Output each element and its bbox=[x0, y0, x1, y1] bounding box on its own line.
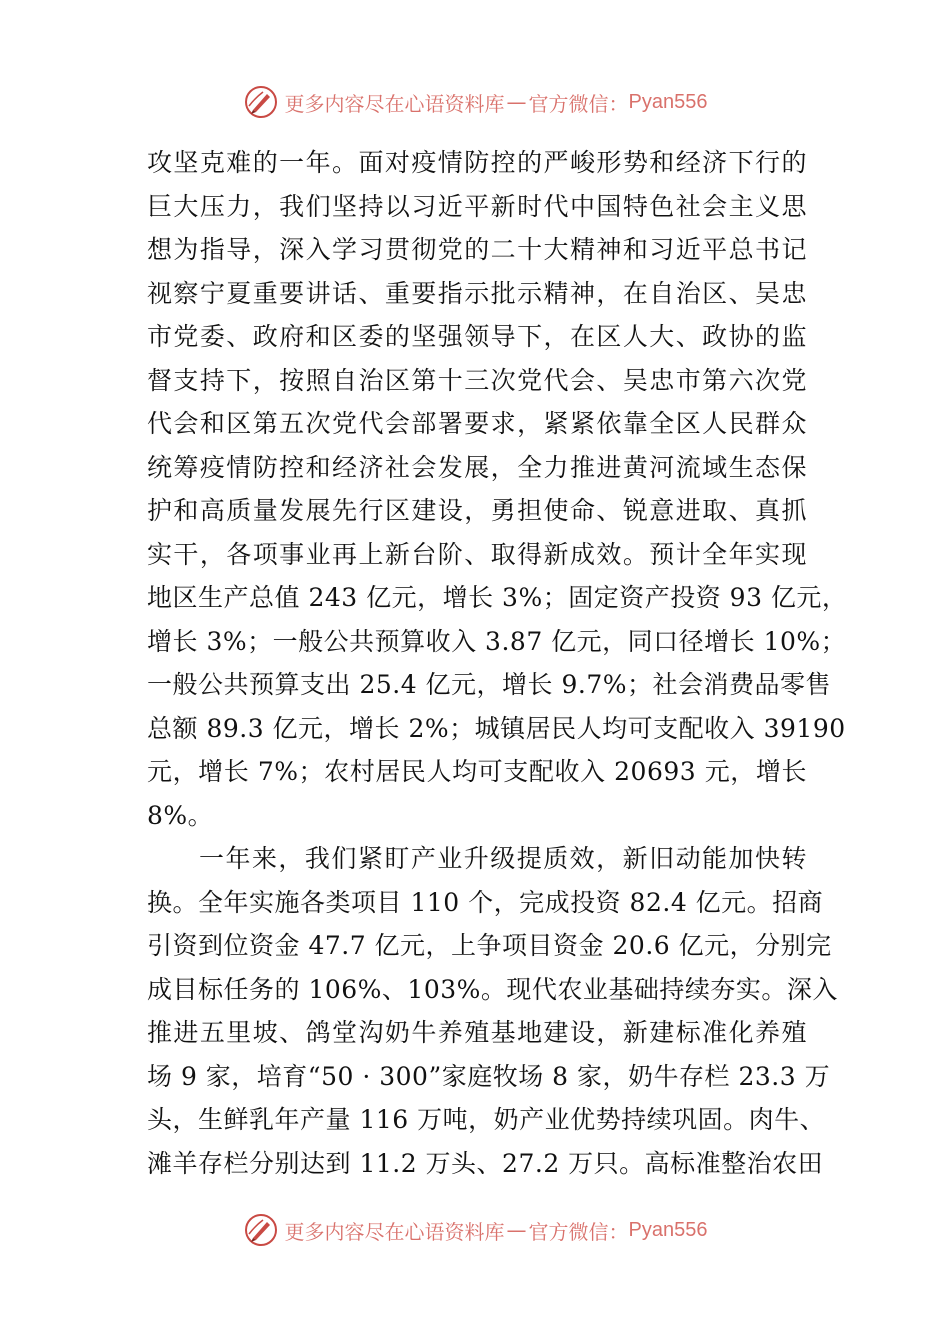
watermark-contact-id: Pyan556 bbox=[628, 90, 708, 113]
watermark-text: 更多内容尽在心语资料库 bbox=[284, 91, 505, 116]
text-line: 督支持下，按照自治区第十三次党代会、吴忠市第六次党 bbox=[147, 365, 807, 395]
text-line: 实干，各项事业再上新台阶、取得新成效。预计全年实现 bbox=[147, 539, 807, 569]
text-line: 元，增长 7%；农村居民人均可支配收入 20693 元，增长 bbox=[147, 757, 807, 786]
watermark-contact-label: 官方微信： bbox=[528, 91, 629, 116]
text-line: 总额 89.3 亿元，增长 2%；城镇居民人均可支配收入 39190 bbox=[147, 713, 846, 743]
text-line: 增长 3%；一般公共预算收入 3.87 亿元，同口径增长 10%； bbox=[147, 626, 847, 656]
watermark-contact-label: 官方微信： bbox=[528, 1219, 629, 1244]
text-line: 地区生产总值 243 亿元，增长 3%；固定资产投资 93 亿元， bbox=[147, 583, 848, 612]
paragraph-1 bbox=[147, 141, 848, 837]
text-line: 一年来，我们紧盯产业升级提质效，新旧动能加快转 bbox=[199, 844, 807, 873]
text-line: 攻坚克难的一年。面对疫情防控的严峻形势和经济下行的 bbox=[147, 148, 807, 177]
text-line: 巨大压力，我们坚持以习近平新时代中国特色社会主义思 bbox=[147, 191, 807, 221]
text-line: 换。全年实施各类项目 110 个，完成投资 82.4 亿元。招商 bbox=[147, 887, 824, 917]
document-body bbox=[147, 141, 848, 1185]
watermark-header bbox=[0, 82, 950, 122]
text-line: 成目标任务的 106%、103%。现代农业基础持续夯实。深入 bbox=[147, 974, 838, 1004]
pen-logo-icon bbox=[243, 1212, 279, 1248]
text-line: 场 9 家，培育“50 · 300”家庭牧场 8 家，奶牛存栏 23.3 万 bbox=[147, 1061, 831, 1091]
text-line: 想为指导，深入学习贯彻党的二十大精神和习近平总书记 bbox=[147, 235, 807, 264]
text-line: 引资到位资金 47.7 亿元，上争项目资金 20.6 亿元，分别完 bbox=[147, 931, 832, 960]
text-line: 推进五里坡、鸽堂沟奶牛养殖基地建设，新建标准化养殖 bbox=[147, 1018, 807, 1047]
watermark-separator: — bbox=[506, 1218, 527, 1242]
text-line: 头，生鲜乳年产量 116 万吨，奶产业优势持续巩固。肉牛、 bbox=[147, 1105, 826, 1134]
watermark-footer bbox=[0, 1210, 950, 1250]
text-line: 统筹疫情防控和经济社会发展，全力推进黄河流域生态保 bbox=[147, 452, 807, 482]
pen-logo-icon bbox=[243, 84, 279, 120]
watermark-text: 更多内容尽在心语资料库 bbox=[284, 1219, 505, 1244]
text-line: 一般公共预算支出 25.4 亿元，增长 9.7%；社会消费品零售 bbox=[147, 670, 832, 699]
text-line: 视察宁夏重要讲话、重要指示批示精神，在自治区、吴忠 bbox=[147, 278, 807, 308]
watermark-contact-id: Pyan556 bbox=[628, 1218, 708, 1241]
text-line: 护和高质量发展先行区建设，勇担使命、锐意进取、真抓 bbox=[147, 496, 807, 525]
text-line: 滩羊存栏分别达到 11.2 万头、27.2 万只。高标准整治农田 bbox=[147, 1148, 824, 1178]
watermark-separator: — bbox=[506, 90, 527, 114]
text-line: 市党委、政府和区委的坚强领导下，在区人大、政协的监 bbox=[147, 322, 807, 351]
text-line: 代会和区第五次党代会部署要求，紧紧依靠全区人民群众 bbox=[147, 409, 807, 438]
paragraph-2 bbox=[147, 837, 838, 1185]
text-line: 8%。 bbox=[147, 800, 214, 830]
